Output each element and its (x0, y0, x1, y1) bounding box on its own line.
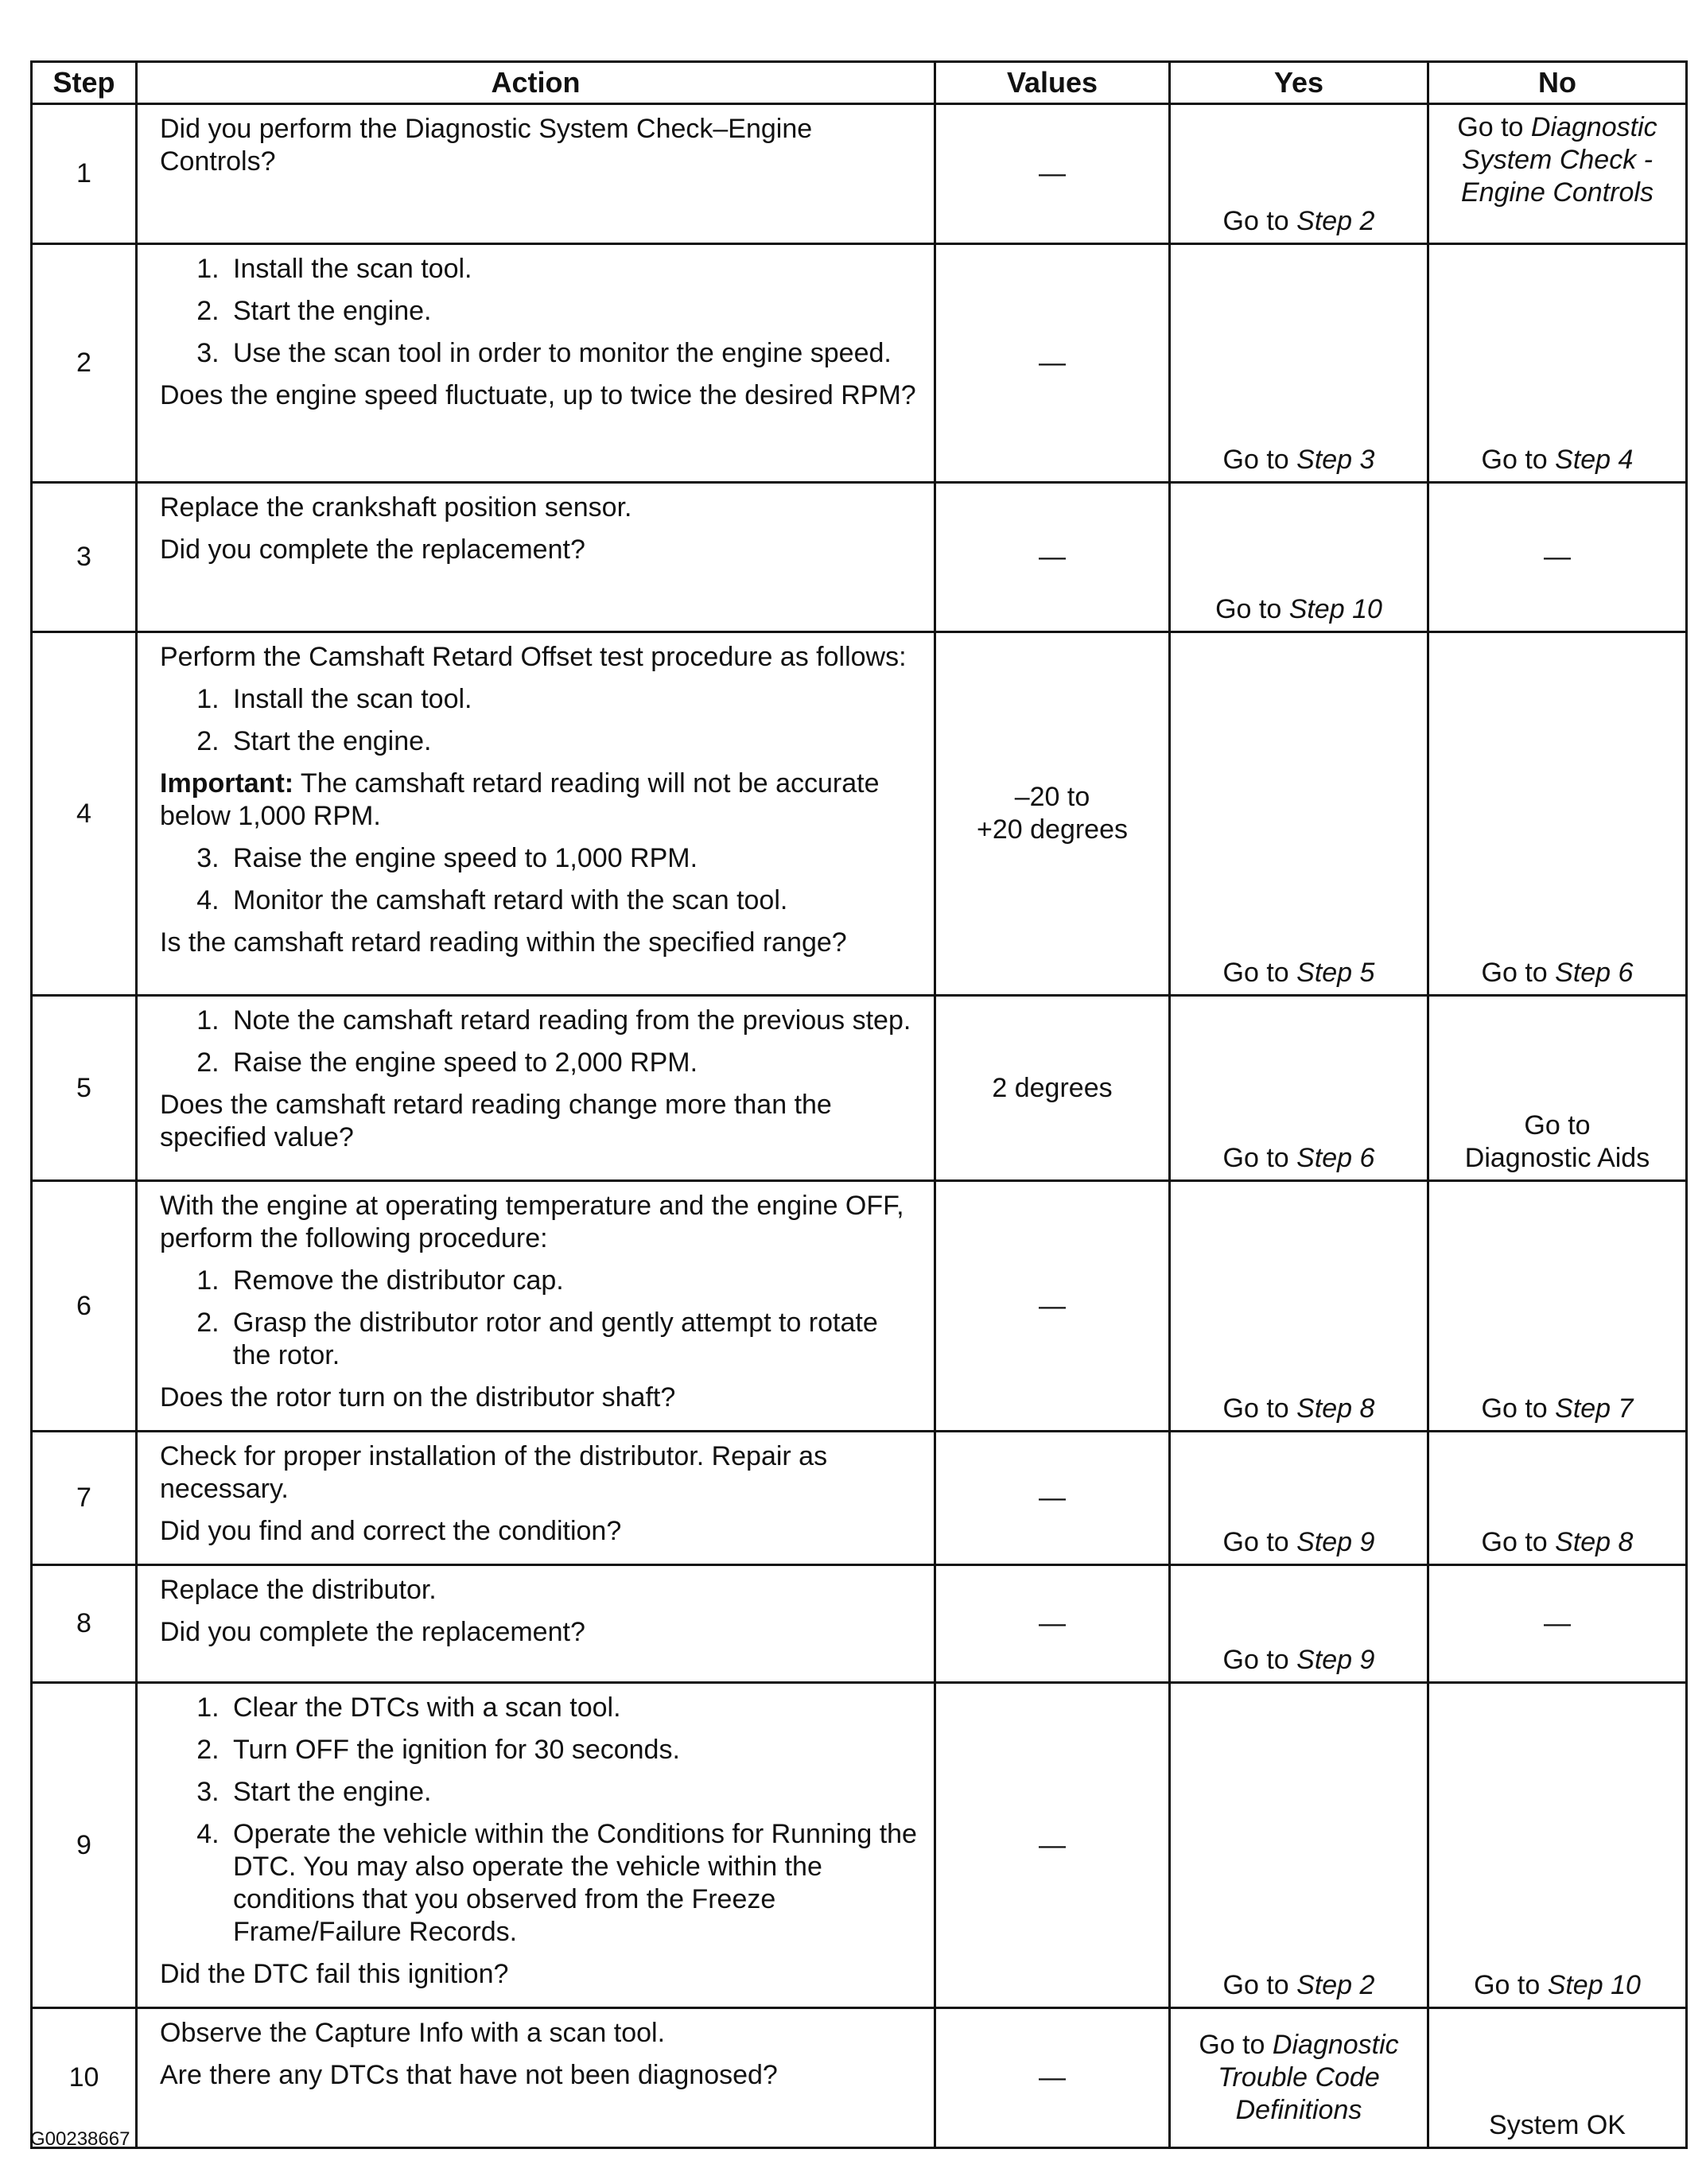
list-item: 2. Turn OFF the ignition for 30 seconds. (227, 1734, 918, 1766)
action-cell (137, 1181, 935, 1432)
action-list (160, 1265, 918, 1372)
action-list (160, 842, 918, 917)
no-link[interactable]: Step 8 (1555, 1527, 1634, 1557)
yes-goto[interactable]: Go to Step 9 (1222, 1527, 1375, 1557)
action-cell (137, 104, 935, 244)
no-goto[interactable]: Go to Step 6 (1481, 958, 1634, 988)
no-cell (1428, 1683, 1687, 2008)
no-link[interactable]: Step 7 (1555, 1393, 1634, 1424)
yes-goto[interactable]: Go to Step 2 (1222, 1970, 1375, 2000)
table-row-step-3 (32, 483, 1687, 632)
action-question: Is the camshaft retard reading within the specified range? (160, 927, 847, 958)
step-number: 1 (32, 104, 137, 244)
yes-cell (1170, 632, 1428, 996)
no-goto[interactable]: Go to Step 8 (1481, 1527, 1634, 1557)
action-question: Did you find and correct the condition? (160, 1516, 622, 1546)
no-goto[interactable]: Go to Step 10 (1474, 1970, 1641, 2000)
no-cell (1428, 632, 1687, 996)
list-item: 1. Remove the distributor cap. (227, 1265, 918, 1297)
list-item: 4. Monitor the camshaft retard with the scan tool. (227, 884, 918, 917)
action-cell (137, 1565, 935, 1683)
no-cell (1428, 996, 1687, 1181)
yes-link[interactable]: Step 10 (1288, 594, 1382, 624)
header-yes: Yes (1170, 62, 1428, 104)
diagnostic-table-container (30, 60, 1685, 2149)
list-item: 1. Install the scan tool. (227, 253, 918, 286)
table-row-step-4 (32, 632, 1687, 996)
yes-link[interactable]: Step 6 (1296, 1143, 1375, 1173)
no-goto[interactable] (1429, 1109, 1685, 1175)
values-cell (935, 632, 1170, 996)
no-cell (1428, 2008, 1687, 2148)
no-cell: — (1428, 483, 1687, 632)
step-number: 8 (32, 1565, 137, 1683)
list-item: 4. Operate the vehicle within the Conditions for Running the DTC. You may also operate the vehicle within the conditions that you observed from the Freeze Frame/Failure Records. (227, 1818, 918, 1949)
values-cell: — (935, 483, 1170, 632)
yes-link[interactable]: Diagnostic Trouble Code Definitions (1218, 2030, 1399, 2125)
yes-cell (1170, 104, 1428, 244)
list-item: 1. Install the scan tool. (227, 683, 918, 716)
values-cell: — (935, 1683, 1170, 2008)
yes-link[interactable]: Step 3 (1296, 445, 1375, 475)
yes-link[interactable]: Step 2 (1296, 206, 1375, 236)
values-cell: — (935, 104, 1170, 244)
no-goto-line: Go to (1524, 1110, 1591, 1141)
important-text: The camshaft retard reading will not be accurate below 1,000 RPM. (160, 768, 880, 831)
values-cell: — (935, 1181, 1170, 1432)
yes-link[interactable]: Step 9 (1296, 1527, 1375, 1557)
action-cell (137, 1683, 935, 2008)
values-cell: — (935, 2008, 1170, 2148)
yes-cell (1170, 2008, 1428, 2148)
step-number: 7 (32, 1432, 137, 1565)
action-list (160, 1005, 918, 1079)
yes-goto[interactable]: Go to Step 6 (1222, 1143, 1375, 1173)
header-action: Action (137, 62, 935, 104)
no-link[interactable]: Step 6 (1555, 958, 1634, 988)
yes-goto[interactable]: Go to Step 3 (1222, 445, 1375, 475)
action-text: Replace the crankshaft position sensor. (160, 492, 632, 523)
action-cell (137, 632, 935, 996)
values-line: +20 degrees (977, 814, 1128, 845)
values-cell: — (935, 1432, 1170, 1565)
table-row-step-10 (32, 2008, 1687, 2148)
no-goto[interactable]: Go to Diagnostic System Check - Engine Controls (1457, 112, 1657, 208)
important-label: Important: (160, 768, 294, 799)
action-cell (137, 996, 935, 1181)
list-item: 1. Note the camshaft retard reading from the previous step. (227, 1005, 918, 1037)
yes-cell (1170, 996, 1428, 1181)
yes-cell (1170, 1683, 1428, 2008)
no-link[interactable]: Diagnostic System Check - Engine Controls (1461, 112, 1657, 208)
table-row-step-5 (32, 996, 1687, 1181)
yes-link[interactable]: Step 8 (1296, 1393, 1375, 1424)
important-note (160, 768, 918, 833)
values-cell: 2 degrees (935, 996, 1170, 1181)
action-text: Replace the distributor. (160, 1575, 437, 1605)
values-cell: — (935, 244, 1170, 483)
step-number: 3 (32, 483, 137, 632)
yes-goto[interactable]: Go to Diagnostic Trouble Code Definitions (1199, 2030, 1399, 2125)
action-question: Does the rotor turn on the distributor shaft? (160, 1382, 676, 1413)
no-link[interactable]: Step 10 (1547, 1970, 1641, 2000)
action-intro: Perform the Camshaft Retard Offset test procedure as follows: (160, 642, 907, 672)
list-item: 2. Start the engine. (227, 295, 918, 328)
yes-goto[interactable]: Go to Step 2 (1222, 206, 1375, 236)
action-text: Did you perform the Diagnostic System Check–Engine Controls? (160, 114, 813, 177)
figure-id: G00238667 (30, 2128, 130, 2150)
action-cell (137, 244, 935, 483)
values-cell: — (935, 1565, 1170, 1683)
list-item: 2. Start the engine. (227, 725, 918, 758)
action-question: Does the camshaft retard reading change more than the specified value? (160, 1090, 832, 1152)
yes-cell (1170, 483, 1428, 632)
table-row-step-2 (32, 244, 1687, 483)
no-goto[interactable]: Go to Step 4 (1481, 445, 1634, 475)
header-values: Values (935, 62, 1170, 104)
table-row-step-8 (32, 1565, 1687, 1683)
yes-link[interactable]: Step 9 (1296, 1645, 1375, 1675)
no-cell: — (1428, 1565, 1687, 1683)
step-number: 2 (32, 244, 137, 483)
yes-goto[interactable]: Go to Step 9 (1222, 1645, 1375, 1675)
table-row-step-7 (32, 1432, 1687, 1565)
no-link[interactable]: Step 4 (1555, 445, 1634, 475)
no-result: System OK (1489, 2110, 1626, 2140)
table-row-step-9 (32, 1683, 1687, 2008)
table-row-step-1 (32, 104, 1687, 244)
action-intro: With the engine at operating temperature and the engine OFF, perform the following procedure: (160, 1191, 904, 1253)
step-number: 5 (32, 996, 137, 1181)
no-cell (1428, 1181, 1687, 1432)
no-cell (1428, 104, 1687, 244)
yes-cell (1170, 1565, 1428, 1683)
step-number: 10 (32, 2008, 137, 2148)
list-item: 3. Use the scan tool in order to monitor the engine speed. (227, 337, 918, 370)
action-cell (137, 483, 935, 632)
list-item: 2. Raise the engine speed to 2,000 RPM. (227, 1047, 918, 1079)
action-question: Are there any DTCs that have not been diagnosed? (160, 2060, 778, 2090)
step-number: 9 (32, 1683, 137, 2008)
step-number: 6 (32, 1181, 137, 1432)
header-row (32, 62, 1687, 104)
table-row-step-6 (32, 1181, 1687, 1432)
yes-cell (1170, 1432, 1428, 1565)
action-question: Did you complete the replacement? (160, 534, 585, 565)
action-text: Check for proper installation of the distributor. Repair as necessary. (160, 1441, 828, 1504)
step-number: 4 (32, 632, 137, 996)
yes-link[interactable]: Step 2 (1296, 1970, 1375, 2000)
yes-goto[interactable]: Go to Step 5 (1222, 958, 1375, 988)
yes-goto[interactable]: Go to Step 10 (1215, 594, 1382, 624)
action-question: Did the DTC fail this ignition? (160, 1959, 509, 1989)
action-cell (137, 1432, 935, 1565)
action-text: Observe the Capture Info with a scan tool. (160, 2018, 666, 2048)
header-no: No (1428, 62, 1687, 104)
no-cell (1428, 1432, 1687, 1565)
no-goto[interactable]: Go to Step 7 (1481, 1393, 1634, 1424)
no-cell (1428, 244, 1687, 483)
list-item: 3. Raise the engine speed to 1,000 RPM. (227, 842, 918, 875)
list-item: 1. Clear the DTCs with a scan tool. (227, 1692, 918, 1724)
header-step: Step (32, 62, 137, 104)
no-link[interactable]: Diagnostic Aids (1464, 1143, 1650, 1173)
action-list (160, 683, 918, 758)
action-question: Does the engine speed fluctuate, up to twice the desired RPM? (160, 380, 916, 410)
yes-link[interactable]: Step 5 (1296, 958, 1375, 988)
yes-cell (1170, 244, 1428, 483)
yes-goto[interactable]: Go to Step 8 (1222, 1393, 1375, 1424)
action-cell (137, 2008, 935, 2148)
yes-cell (1170, 1181, 1428, 1432)
action-question: Did you complete the replacement? (160, 1617, 585, 1647)
list-item: 3. Start the engine. (227, 1776, 918, 1809)
action-list (160, 253, 918, 370)
values-line: –20 to (1014, 782, 1090, 812)
diagnostic-table (30, 60, 1688, 2149)
action-list (160, 1692, 918, 1949)
list-item: 2. Grasp the distributor rotor and gently attempt to rotate the rotor. (227, 1307, 918, 1372)
